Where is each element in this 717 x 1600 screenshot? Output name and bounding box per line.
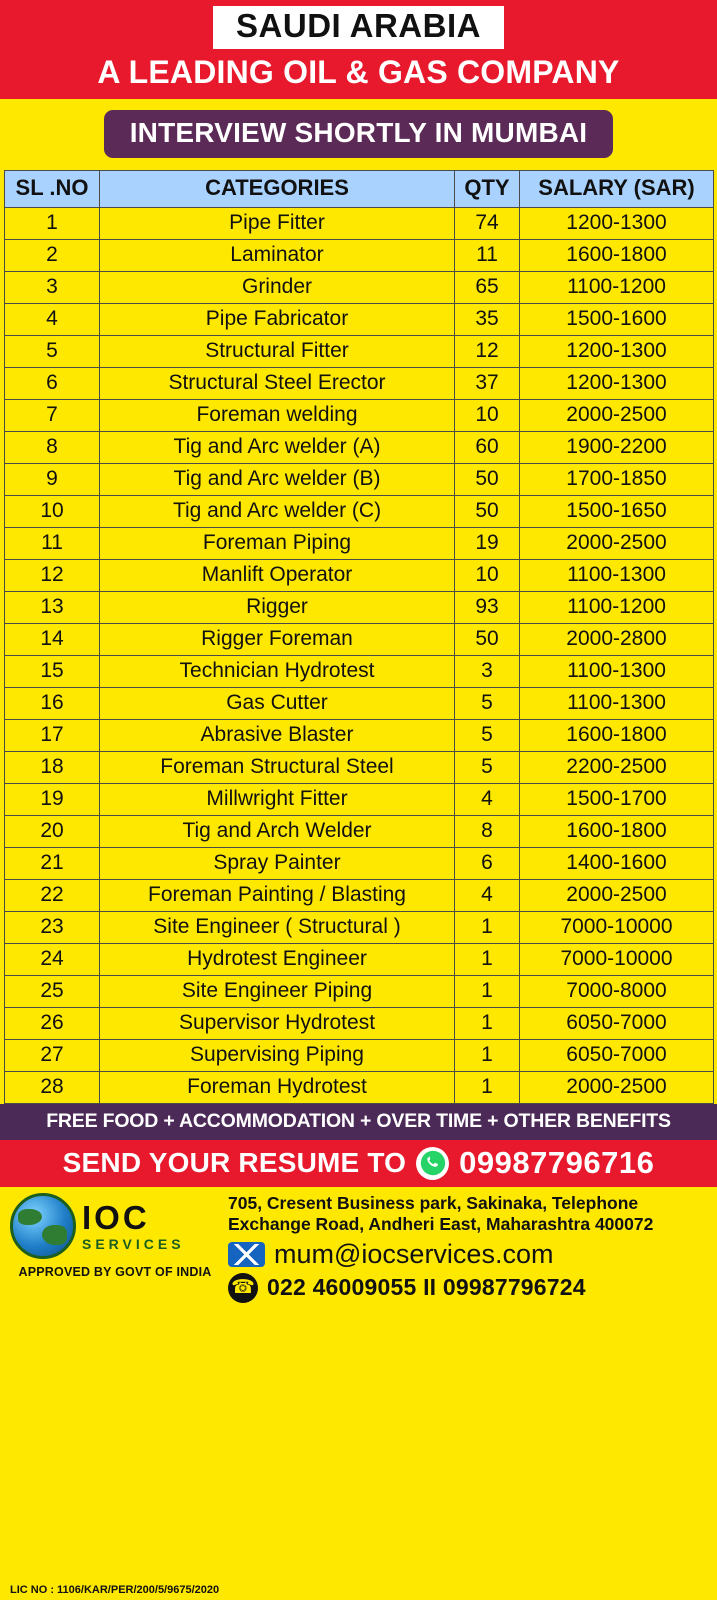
cell-category: Pipe Fitter: [100, 208, 455, 240]
cell-slno: 9: [5, 464, 100, 496]
jobs-table-wrap: [0, 170, 717, 1104]
cell-slno: 4: [5, 304, 100, 336]
brand-row: [6, 1193, 224, 1259]
cell-salary: 1500-1700: [520, 784, 714, 816]
column-header-slno: SL .NO: [5, 171, 100, 208]
cell-slno: 28: [5, 1072, 100, 1104]
cell-qty: 1: [455, 1008, 520, 1040]
cell-salary: 7000-10000: [520, 944, 714, 976]
benefits-band: FREE FOOD + ACCOMMODATION + OVER TIME + OTHER BENEFITS: [0, 1104, 717, 1140]
table-row: [5, 1072, 714, 1104]
table-row: [5, 560, 714, 592]
table-row: [5, 464, 714, 496]
cell-salary: 1500-1650: [520, 496, 714, 528]
table-row: [5, 912, 714, 944]
cell-qty: 1: [455, 1040, 520, 1072]
cell-slno: 10: [5, 496, 100, 528]
table-row: [5, 432, 714, 464]
table-row: [5, 720, 714, 752]
country-label: SAUDI ARABIA: [236, 7, 481, 44]
send-resume-label: SEND YOUR RESUME TO: [62, 1147, 407, 1179]
cell-category: Tig and Arc welder (A): [100, 432, 455, 464]
cell-category: Foreman Hydrotest: [100, 1072, 455, 1104]
cell-salary: 2000-2500: [520, 1072, 714, 1104]
cell-slno: 15: [5, 656, 100, 688]
header-red-band: [0, 0, 717, 99]
cell-category: Gas Cutter: [100, 688, 455, 720]
table-row: [5, 688, 714, 720]
address-line-1: 705, Cresent Business park, Sakinaka, Telephone: [228, 1193, 639, 1214]
cell-category: Manlift Operator: [100, 560, 455, 592]
cell-slno: 18: [5, 752, 100, 784]
cell-salary: 1200-1300: [520, 368, 714, 400]
cell-qty: 5: [455, 720, 520, 752]
cell-category: Foreman Piping: [100, 528, 455, 560]
cell-salary: 1400-1600: [520, 848, 714, 880]
cell-salary: 1100-1300: [520, 688, 714, 720]
cell-qty: 50: [455, 624, 520, 656]
interview-label: INTERVIEW SHORTLY IN MUMBAI: [129, 117, 588, 149]
cell-salary: 1200-1300: [520, 336, 714, 368]
table-row: [5, 1008, 714, 1040]
column-header-categories: CATEGORIES: [100, 171, 455, 208]
address-line-2: Exchange Road, Andheri East, Maharashtra 400072: [228, 1213, 654, 1234]
cell-slno: 1: [5, 208, 100, 240]
table-header-row: [5, 171, 714, 208]
cell-qty: 5: [455, 752, 520, 784]
address-block: [228, 1193, 711, 1234]
cell-salary: 1600-1800: [520, 720, 714, 752]
cell-salary: 1100-1200: [520, 592, 714, 624]
cell-slno: 26: [5, 1008, 100, 1040]
cell-category: Rigger Foreman: [100, 624, 455, 656]
cell-qty: 12: [455, 336, 520, 368]
globe-icon: [10, 1193, 76, 1259]
column-header-salary: SALARY (SAR): [520, 171, 714, 208]
cell-salary: 7000-8000: [520, 976, 714, 1008]
table-row: [5, 240, 714, 272]
cell-qty: 3: [455, 656, 520, 688]
email-row: [228, 1239, 711, 1270]
cell-category: Site Engineer Piping: [100, 976, 455, 1008]
cell-slno: 20: [5, 816, 100, 848]
country-badge: [213, 6, 504, 49]
cell-qty: 60: [455, 432, 520, 464]
table-row: [5, 496, 714, 528]
phone-row: [228, 1273, 711, 1303]
cell-category: Foreman welding: [100, 400, 455, 432]
headline-text: A LEADING OIL & GAS COMPANY: [97, 53, 620, 90]
interview-badge: [104, 110, 614, 158]
send-resume-band: [0, 1140, 717, 1187]
cell-category: Tig and Arc welder (C): [100, 496, 455, 528]
cell-slno: 23: [5, 912, 100, 944]
cell-slno: 8: [5, 432, 100, 464]
table-row: [5, 592, 714, 624]
jobs-table-head: [5, 171, 714, 208]
cell-slno: 5: [5, 336, 100, 368]
table-row: [5, 816, 714, 848]
table-row: [5, 528, 714, 560]
telephone-icon: ☎: [228, 1273, 258, 1303]
company-brand: [6, 1193, 224, 1598]
cell-slno: 11: [5, 528, 100, 560]
cell-slno: 14: [5, 624, 100, 656]
cell-slno: 13: [5, 592, 100, 624]
cell-salary: 1700-1850: [520, 464, 714, 496]
whatsapp-icon: [416, 1147, 449, 1180]
cell-qty: 4: [455, 880, 520, 912]
cell-qty: 6: [455, 848, 520, 880]
cell-category: Abrasive Blaster: [100, 720, 455, 752]
table-row: [5, 208, 714, 240]
cell-salary: 7000-10000: [520, 912, 714, 944]
cell-qty: 50: [455, 464, 520, 496]
table-row: [5, 336, 714, 368]
cell-category: Tig and Arc welder (B): [100, 464, 455, 496]
cell-category: Spray Painter: [100, 848, 455, 880]
cell-qty: 1: [455, 944, 520, 976]
table-row: [5, 752, 714, 784]
cell-slno: 19: [5, 784, 100, 816]
cell-qty: 37: [455, 368, 520, 400]
contact-details: [224, 1193, 711, 1598]
company-subtitle: SERVICES: [82, 1236, 185, 1253]
cell-qty: 19: [455, 528, 520, 560]
cell-category: Foreman Painting / Blasting: [100, 880, 455, 912]
cell-salary: 2200-2500: [520, 752, 714, 784]
cell-qty: 1: [455, 912, 520, 944]
cell-qty: 10: [455, 400, 520, 432]
cell-qty: 74: [455, 208, 520, 240]
table-row: [5, 848, 714, 880]
cell-qty: 1: [455, 976, 520, 1008]
cell-salary: 1200-1300: [520, 208, 714, 240]
cell-qty: 65: [455, 272, 520, 304]
cell-qty: 35: [455, 304, 520, 336]
cell-category: Pipe Fabricator: [100, 304, 455, 336]
cell-salary: 1500-1600: [520, 304, 714, 336]
cell-category: Structural Fitter: [100, 336, 455, 368]
table-row: [5, 1040, 714, 1072]
table-row: [5, 976, 714, 1008]
cell-category: Millwright Fitter: [100, 784, 455, 816]
approved-label: APPROVED BY GOVT OF INDIA: [18, 1265, 212, 1280]
cell-slno: 3: [5, 272, 100, 304]
jobs-table: [4, 170, 714, 1104]
cell-salary: 2000-2800: [520, 624, 714, 656]
company-name: IOC: [82, 1199, 150, 1237]
cell-salary: 1100-1300: [520, 560, 714, 592]
cell-slno: 21: [5, 848, 100, 880]
cell-category: Foreman Structural Steel: [100, 752, 455, 784]
cell-category: Technician Hydrotest: [100, 656, 455, 688]
cell-slno: 17: [5, 720, 100, 752]
cell-category: Tig and Arch Welder: [100, 816, 455, 848]
table-row: [5, 624, 714, 656]
column-header-qty: QTY: [455, 171, 520, 208]
cell-qty: 11: [455, 240, 520, 272]
cell-salary: 1100-1200: [520, 272, 714, 304]
cell-category: Hydrotest Engineer: [100, 944, 455, 976]
cell-qty: 1: [455, 1072, 520, 1104]
cell-salary: 6050-7000: [520, 1008, 714, 1040]
cell-category: Rigger: [100, 592, 455, 624]
cell-slno: 16: [5, 688, 100, 720]
cell-slno: 2: [5, 240, 100, 272]
cell-qty: 10: [455, 560, 520, 592]
cell-category: Site Engineer ( Structural ): [100, 912, 455, 944]
cell-category: Grinder: [100, 272, 455, 304]
table-row: [5, 880, 714, 912]
cell-slno: 12: [5, 560, 100, 592]
cell-qty: 4: [455, 784, 520, 816]
table-row: [5, 944, 714, 976]
contact-footer: [0, 1187, 717, 1600]
cell-qty: 5: [455, 688, 520, 720]
brand-text: [82, 1201, 185, 1251]
cell-qty: 93: [455, 592, 520, 624]
cell-slno: 25: [5, 976, 100, 1008]
cell-slno: 6: [5, 368, 100, 400]
cell-category: Supervisor Hydrotest: [100, 1008, 455, 1040]
cell-category: Supervising Piping: [100, 1040, 455, 1072]
license-label: LIC NO : 1106/KAR/PER/200/5/9675/2020: [10, 1584, 220, 1596]
interview-band: [0, 99, 717, 170]
table-row: [5, 400, 714, 432]
cell-salary: 2000-2500: [520, 400, 714, 432]
cell-qty: 8: [455, 816, 520, 848]
cell-salary: 1600-1800: [520, 240, 714, 272]
cell-salary: 1900-2200: [520, 432, 714, 464]
table-row: [5, 656, 714, 688]
cell-slno: 7: [5, 400, 100, 432]
cell-slno: 27: [5, 1040, 100, 1072]
cell-qty: 50: [455, 496, 520, 528]
phone-numbers[interactable]: 022 46009055 II 09987796724: [267, 1274, 586, 1301]
email-address[interactable]: mum@iocservices.com: [274, 1238, 554, 1269]
table-row: [5, 272, 714, 304]
cell-slno: 24: [5, 944, 100, 976]
cell-slno: 22: [5, 880, 100, 912]
table-row: [5, 304, 714, 336]
whatsapp-number[interactable]: 09987796716: [459, 1145, 655, 1181]
envelope-icon: [228, 1242, 265, 1267]
cell-salary: 1600-1800: [520, 816, 714, 848]
jobs-table-body: [5, 208, 714, 1104]
cell-salary: 6050-7000: [520, 1040, 714, 1072]
cell-salary: 1100-1300: [520, 656, 714, 688]
table-row: [5, 784, 714, 816]
table-row: [5, 368, 714, 400]
cell-salary: 2000-2500: [520, 528, 714, 560]
cell-category: Laminator: [100, 240, 455, 272]
cell-salary: 2000-2500: [520, 880, 714, 912]
cell-category: Structural Steel Erector: [100, 368, 455, 400]
